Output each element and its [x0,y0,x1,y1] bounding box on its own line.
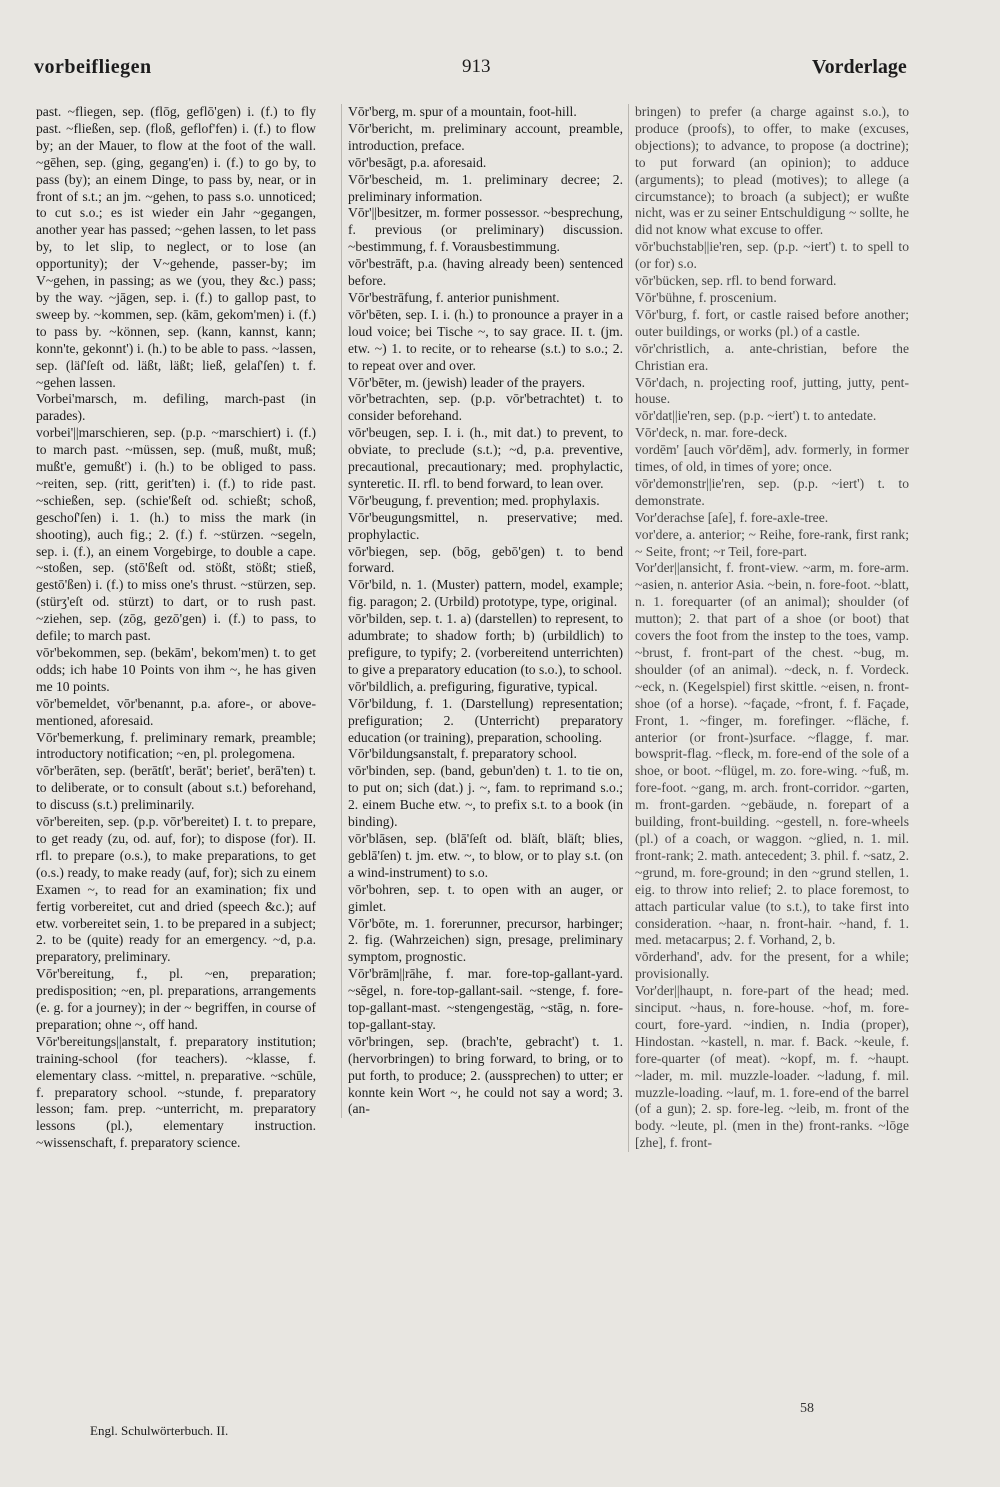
dictionary-entry: Vōr'bestrāfung, f. anterior punishment. [348,289,560,305]
dictionary-entry: Vōr'bereitungs||anstalt, f. preparatory institution; training-school (for teachers). ~klasse, f. elementary class. ~mittel, n. preparative. ~schūle, f. preparatory school. ~stunde, f. preparatory lesson; fam. prep. ~unterricht, m. preparatory lessons (pl.), elementary instruction. ~wissenschaft, f. preparatory science. [36,1033,316,1151]
dictionary-entry: vōr'bereiten, sep. (p.p. vōr'bereitet) I. t. to prepare, to get ready (zu, od. auf, for); to dispose (for). II. rfl. to prepare (o.s.), to make preparations, to get (o.s.) ready, to make ready (auf, for); sich zu einem Examen ~, to read for an examination; fix und fertig vorbereitet, cut and dried (speech &c.); auf etw. vorbereitet sein, 1. to be prepared in a subject; 2. to be (quite) ready for an emergency. ~d, p.a. preparatory, preliminary. [36,814,316,965]
dictionary-entry: Vōr'dach, n. projecting roof, jutting, jutty, pent-house. [635,374,909,407]
dictionary-entry: vōr'bringen, sep. (brach'te, gebracht') t. 1. (hervorbringen) to bring forward, to bring, or to put forth, to produce; 2. (aussprechen) to utter; er konnte kein Wort ~, he could not say a word; 3. (an- [348,1033,623,1117]
dictionary-entry: vōr'demonstr||ie'ren, sep. (p.p. ~iert') t. to demonstrate. [635,475,909,508]
dictionary-entry: vōr'bemeldet, vōr'benannt, p.a. afore-, or above-mentioned, aforesaid. [36,695,316,728]
dictionary-entry: vōr'bilden, sep. t. 1. a) (darstellen) to represent, to adumbrate; to shadow forth; b) (urbildlich) to prefigure, to typify; 2. (vorbereitend unterrichten) to give a preparatory education (to s.o.), to school. [348,611,623,677]
dictionary-entry: Vōr'brām||rāhe, f. mar. fore-top-gallant-yard. ~sēgel, n. fore-top-gallant-sail. ~stenge, f. fore-top-gallant-mast. ~stengengestäg, ~stāg, n. fore-top-gallant-stay. [348,966,623,1032]
dictionary-entry: vōr'betrachten, sep. (p.p. vōr'betrachtet) t. to consider beforehand. [348,391,623,424]
dictionary-entry: Vōr'||besitzer, m. former possessor. ~besprechung, f. previous (or preliminary) discussion. ~bestimmung, f. f. Vorausbestimmung. [348,205,623,255]
dictionary-entry: vorbei'||marschieren, sep. (p.p. ~marschiert) i. (f.) to march past. ~müssen, sep. (muß, mußt, muß; mußt'e, gemußt') i. (h.) to be obliged to pass. ~reiten, sep. (ritt, gerit'ten) i. (f.) to ride past. ~schießen, sep. (schie'ßeſt od. schießt; schoß, geschoſ'ſen) i. 1. (h.) to miss the mark (in shooting), auch fig.; 2. (f.) f. ~stürzen. ~segeln, sep. i. (f.), an einem Vorgebirge, to double a cape. ~stoßen, sep. (stō'ßeſt od. stößt, stößt; stieß, gestō'ßen) i. (f.) to miss one's thrust. ~stürzen, sep. (stürʒ'eſt od. stürzt) to dart, or to rush past. ~ziehen, sep. (zōg, gezō'gen) i. (f.) to pass, to defile; to march past. [36,425,316,644]
dictionary-entry: vōrderhand', adv. for the present, for a while; provisionally. [635,949,909,982]
dictionary-entry: vōr'buchstab||ie'ren, sep. (p.p. ~iert') t. to spell to (or for) s.o. [635,239,909,272]
dictionary-entry: vōr'bekommen, sep. (bekām', bekom'men) t. to get odds; ich habe 10 Points von ihm ~, he has given me 10 points. [36,645,316,694]
dictionary-entry: Vōr'bemerkung, f. preliminary remark, preamble; introductory notification; ~en, pl. prolegomena. [36,729,316,762]
dictionary-entry: past. ~fliegen, sep. (flōg, geflō'gen) i. (f.) to fly past. ~fließen, sep. (floß, geflof'fen) i. (f.) to flow by; an der Mauer, to flow at the foot of the wall. ~gēhen, sep. (ging, gegang'en) i. (f.) to go by, to pass (by); an einem Dinge, to pass by, near, or in front of s.t.; an jm. ~gehen, to pass s.o. unnoticed; to cut s.o.; es ist wieder ein Jahr ~gegangen, another year has passed; ~gehen lassen, to let pass by, to let slip, to neglect, or to lose (an opportunity); der V~gehende, passer-by; im V~gehen, in passing; as we (you, they &c.) pass; by the way. ~jāgen, sep. i. (f.) to gallop past, to sweep by. ~kommen, sep. (kām, gekom'men) i. (f.) to pass by. ~können, sep. (kann, kannst, kann; konn'te, gekonnt') i. (h.) to be able to pass. ~lassen, sep. (läſ'ſeſt od. läßt, läßt; ließ, gelaſ'ſen) t. f. ~gehen lassen. [36,104,316,390]
footer-book-title: Engl. Schulwörterbuch. II. [90,1423,229,1438]
dictionary-entry: Vōr'bildungsanstalt, f. preparatory school. [348,746,577,762]
dictionary-entry: vōr'berāten, sep. (berātſt', berāt'; beriet', berā'ten) t. to deliberate, or to consult (about s.t.) beforehand, to discuss (s.t.) preliminarily. [36,763,316,813]
dictionary-entry: Vōr'beugungsmittel, n. preservative; med. prophylactic. [348,509,623,542]
dictionary-entry: vōr'besāgt, p.a. aforesaid. [348,154,487,170]
dictionary-entry: vōr'bücken, sep. rfl. to bend forward. [635,273,837,289]
dictionary-entry: Vōr'bōte, m. 1. forerunner, precursor, harbinger; 2. fig. (Wahrzeichen) sign, presage, preliminary symptom, prognostic. [348,915,623,965]
dictionary-entry: Vōr'bild, n. 1. (Muster) pattern, model, example; fig. paragon; 2. (Urbild) prototype, type, original. [348,577,623,610]
dictionary-entry: vōr'bēten, sep. I. i. (h.) to pronounce a prayer in a loud voice; bei Tische ~, to say grace. II. t. (jm. etw. ~) 1. to recite, or to rehearse (s.t.) to s.o.; 2. to repeat over and over. [348,306,623,373]
dictionary-entry: vor'dere, a. anterior; ~ Reihe, fore-rank, first rank; ~ Seite, front; ~r Teil, fore-part. [635,526,909,559]
dictionary-entry: vōr'blāsen, sep. (blā'ſeſt od. bläſt, bläſt; blies, geblā'ſen) t. jm. etw. ~, to blow, or to play s.t. (on a wind-instrument) to s.o. [348,830,623,880]
dictionary-entry: bringen) to prefer (a charge against s.o.), to produce (proofs), to offer, to make (excuses, objections); to advance, to propose (a doctrine); to put forward (an opinion); to adduce (arguments); to plead (motives); to allege (a circumstance); to broach (a subject); er wußte nicht, was er zu seiner Entschuldigung ~ sollte, he did not know what excuse to offer. [635,104,909,238]
dictionary-entry: Vōr'bereitung, f., pl. ~en, preparation; predisposition; ~en, pl. preparations, arrangements (e. g. for a journey); in der ~ begriffen, in course of preparation; ohne ~, off hand. [36,966,316,1032]
dictionary-entry: Vor'der||ansicht, f. front-view. ~arm, m. fore-arm. ~asien, n. anterior Asia. ~bein, n. fore-foot. ~blatt, n. 1. forequarter (of an animal); shoulder (of mutton); 2. that part of a shoe (or boot) that covers the foot from the instep to the toes, vamp. ~brust, f. front-part of the chest. ~bug, m. shoulder (of an animal). ~deck, n. f. Vordeck. ~eck, n. (Kegelspiel) first skittle. ~eisen, n. front-shoe (of a horse). ~façade, ~front, f. f. Façade, Front, 1. ~finger, m. forefinger. ~fläche, f. anterior (or front-)surface. ~flagge, f. mar. bowsprit-flag. ~fleck, m. fore-end of the sole of a shoe, or boot. ~flügel, m. zo. fore-wing. ~fuß, m. fore-foot. ~gang, m. arch. front-corridor. ~garten, m. front-garden. ~gebäude, n. forepart of a building, front-building. ~gestell, n. fore-wheels (pl.) of a coach, or waggon. ~glied, n. 1. mil. front-rank; 2. math. antecedent; 3. phil. f. ~satz, 2. ~grund, m. fore-ground; in den ~grund stellen, 1. eig. to throw into relief; 2. to place foremost, to attach particular value (to s.t.), to take first into consideration. ~haar, n. front-hair. ~hand, f. 1. med. metacarpus; 2. f. Vorhand, 2, b. [635,560,909,948]
dictionary-entry: Vōr'bericht, m. preliminary account, preamble, introduction, preface. [348,120,623,153]
dictionary-entry: Vōr'bescheid, m. 1. preliminary decree; 2. preliminary information. [348,171,623,204]
dictionary-entry: vōr'binden, sep. (band, gebun'den) t. 1. to tie on, to put on; sich (dat.) j. ~, fam. to reprimand s.o.; 2. einem Buche etw. ~, to prefix s.t. to a book (in binding). [348,763,623,830]
dictionary-entry: Vōr'beugung, f. prevention; med. prophylaxis. [348,492,600,508]
column-1 [36,104,316,1152]
dictionary-entry: vōr'christlich, a. ante-christian, before the Christian era. [635,340,909,373]
header-right-catchword: Vorderlage [812,56,907,78]
header-left-catchword: vorbeifliegen [34,56,152,78]
footer-signature-number: 58 [800,1401,814,1416]
column-3 [628,104,909,1152]
dictionary-entry: Vorbei'marsch, m. defiling, march-past (in parades). [36,391,316,424]
page-number: 913 [462,56,491,77]
dictionary-entry: Vōr'bühne, f. proscenium. [635,289,777,305]
column-2 [341,104,623,1118]
dictionary-entry: Vōr'deck, n. mar. fore-deck. [635,425,788,441]
dictionary-entry: Vōr'berg, m. spur of a mountain, foot-hill. [348,104,577,119]
dictionary-entry: vōr'bestrāft, p.a. (having already been) sentenced before. [348,256,623,289]
dictionary-entry: vōr'dat||ie'ren, sep. (p.p. ~iert') t. to antedate. [635,408,877,424]
dictionary-entry: vōr'bohren, sep. t. to open with an auger, or gimlet. [348,881,623,914]
dictionary-entry: Vōr'bildung, f. 1. (Darstellung) representation; prefiguration; 2. (Unterricht) preparatory education (or training), preparation, schooling. [348,695,623,745]
dictionary-entry: Vor'derachse [aſe], f. fore-axle-tree. [635,509,829,525]
dictionary-entry: vōr'beugen, sep. I. i. (h., mit dat.) to prevent, to obviate, to preclude (s.t.); ~d, p.a. preventive, precautional, precautionary; med. prophylactic, synteretic. II. rfl. to bend forward, to lean over. [348,425,623,491]
dictionary-entry: Vor'der||haupt, n. fore-part of the head; med. sinciput. ~haus, n. fore-house. ~hof, m. fore-court, fore-yard. ~indien, n. India (proper), Hindostan. ~kastell, n. mar. f. Back. ~keule, f. fore-quarter (of meat). ~kopf, m. f. ~haupt. ~lader, m. mil. muzzle-loader. ~ladung, f. mil. muzzle-loading. ~lauf, m. 1. fore-end of the barrel (of a gun); 2. sp. fore-leg. ~leib, m. front of the body. ~leute, pl. (men in the) front-ranks. ~lōge [zhe], f. front- [635,983,909,1151]
dictionary-entry: vōr'biegen, sep. (bōg, gebō'gen) t. to bend forward. [348,543,623,576]
dictionary-entry: vordēm' [auch vōr'dēm], adv. formerly, in former times, of old, in times of yore; once. [635,442,909,475]
dictionary-entry: Vōr'bēter, m. (jewish) leader of the prayers. [348,374,586,390]
dictionary-entry: vōr'bildlich, a. prefiguring, figurative, typical. [348,678,598,694]
dictionary-entry: Vōr'burg, f. fort, or castle raised before another; outer buildings, or works (pl.) of a castle. [635,306,909,339]
